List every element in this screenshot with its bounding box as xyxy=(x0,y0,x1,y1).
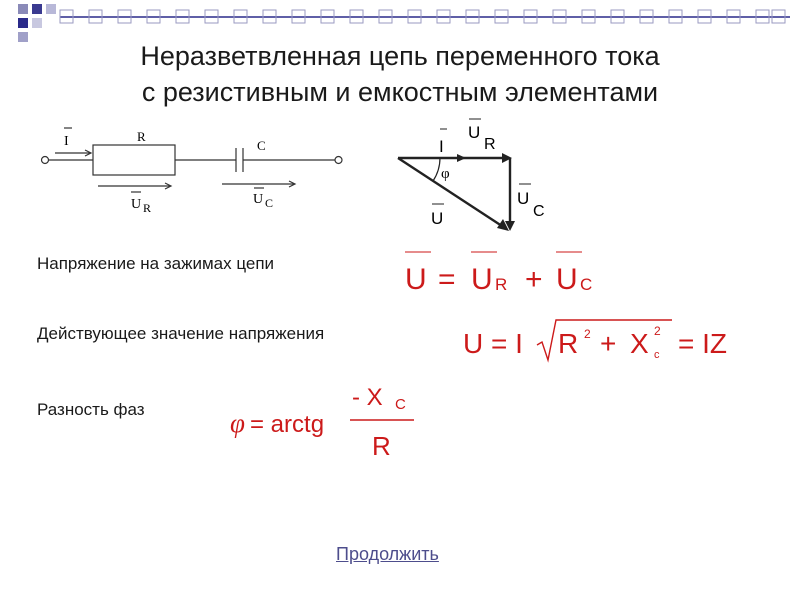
formula1-plus: + xyxy=(525,263,543,296)
phasor-i-label: I xyxy=(439,137,444,156)
formula1-ur: U xyxy=(471,263,493,296)
formula3-den: R xyxy=(372,431,391,461)
title-line-1: Неразветвленная цепь переменного тока xyxy=(140,41,660,71)
formula3-eq: = arctg xyxy=(250,411,325,438)
formula3-phi: φ xyxy=(230,408,245,438)
circuit-capacitor-label: C xyxy=(257,138,266,153)
phasor-ur-label: U xyxy=(468,123,481,142)
phasor-uc-label: U xyxy=(517,189,530,208)
circuit-resistor-label: R xyxy=(137,129,146,144)
formula2-left: U = I xyxy=(463,328,523,359)
phasor-ur-sub: R xyxy=(484,136,496,153)
circuit-uc-label: U xyxy=(253,192,264,207)
formula1-uc-sub: C xyxy=(580,275,593,294)
phase-angle-arc xyxy=(433,158,440,181)
phasor-uc-sub: C xyxy=(533,203,545,220)
row1-label: Напряжение на зажимах цепи xyxy=(37,254,275,273)
formula1-ur-sub: R xyxy=(495,275,508,294)
formula2-right: = IZ xyxy=(678,328,728,359)
formula2-x-pow: 2 xyxy=(654,324,661,338)
circuit-current-label: I xyxy=(64,134,69,149)
circuit-uc-sub: C xyxy=(265,196,274,210)
formula2-x: X xyxy=(630,328,649,359)
formula1-u: U xyxy=(405,263,427,296)
row2-label: Действующее значение напряжения xyxy=(37,324,325,343)
circuit-ur-label: U xyxy=(131,197,142,212)
formula1-uc: U xyxy=(556,263,578,296)
formula2-r-pow: 2 xyxy=(584,327,591,341)
formula2-plus: + xyxy=(600,328,617,359)
phasor-u-label: U xyxy=(431,209,444,228)
title-line-2: с резистивным и емкостным элементами xyxy=(141,77,659,107)
formula3-num-sub: C xyxy=(395,396,406,413)
row3-label: Разность фаз xyxy=(37,400,145,419)
formula2-r: R xyxy=(558,328,579,359)
formula1-eq: = xyxy=(438,263,456,296)
circuit-ur-sub: R xyxy=(143,201,152,215)
formula3-num: - X xyxy=(352,384,383,411)
formula2-x-sub: c xyxy=(654,349,660,361)
continue-link[interactable]: Продолжить xyxy=(336,544,439,564)
phasor-phi-label: φ xyxy=(441,166,450,182)
